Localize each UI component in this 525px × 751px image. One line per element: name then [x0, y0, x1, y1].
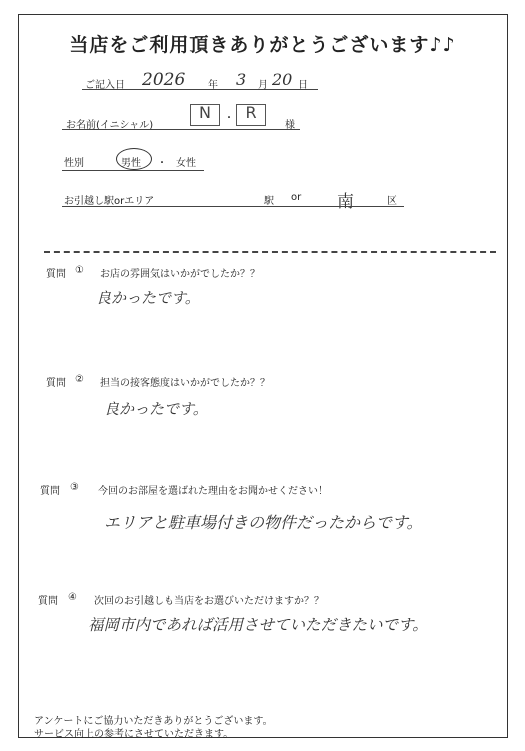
gender-option-female: 女性: [176, 158, 196, 169]
question-3-number: ③: [70, 482, 79, 493]
gender-label: 性別: [64, 158, 84, 169]
date-day-value: 20: [272, 70, 293, 89]
gender-underline: [62, 170, 204, 171]
gender-separator: ・: [157, 158, 167, 169]
question-1-answer: 良かったです。: [96, 289, 200, 307]
station-unit: 駅: [264, 196, 274, 207]
date-underline: [82, 89, 318, 90]
footer-line-1: アンケートにご協力いただきありがとうございます。: [34, 716, 273, 727]
area-underline: [62, 206, 404, 207]
footer-line-2: サービス向上の参考にさせていただきます。: [34, 729, 234, 740]
question-4-answer: 福岡市内であれば活用させていただきたいです。: [88, 616, 428, 634]
question-3-text: 今回のお部屋を選ばれた理由をお聞かせください！: [98, 486, 328, 497]
name-underline: [62, 129, 300, 130]
name-suffix: 様: [285, 120, 295, 131]
ward-unit: 区: [387, 196, 397, 207]
date-year-value: 2026: [142, 70, 186, 90]
or-text: or: [291, 192, 302, 203]
question-2-text: 担当の接客態度はいかがでしたか？？: [100, 378, 270, 389]
question-2-number: ②: [75, 374, 84, 385]
section-divider: [44, 251, 496, 253]
initial-1-value: N: [199, 103, 211, 122]
name-label: お名前(イニシャル): [66, 120, 154, 131]
initial-separator: ・: [224, 113, 234, 124]
date-label: ご記入日: [85, 80, 125, 91]
area-label: お引越し駅orエリア: [64, 196, 155, 207]
question-1-label: 質問: [46, 269, 66, 280]
question-3-answer: エリアと駐車場付きの物件だったからです。: [104, 513, 423, 532]
date-day-unit: 日: [298, 80, 308, 91]
gender-option-male: 男性: [121, 158, 141, 169]
question-1-text: お店の雰囲気はいかがでしたか？？: [100, 269, 260, 280]
question-4-label: 質問: [38, 596, 58, 607]
question-3-label: 質問: [40, 486, 60, 497]
question-2-answer: 良かったです。: [104, 400, 208, 418]
date-month-unit: 月: [258, 80, 268, 91]
page-title: 当店をご利用頂きありがとうございます♪♪: [69, 34, 456, 56]
question-2-label: 質問: [46, 378, 66, 389]
question-4-text: 次回のお引越しも当店をお選びいただけますか？？: [94, 596, 324, 607]
question-4-number: ④: [68, 592, 77, 603]
question-1-number: ①: [75, 265, 84, 276]
initial-2-value: R: [245, 103, 257, 122]
area-value: 南: [337, 192, 354, 212]
date-month-value: 3: [236, 70, 247, 89]
date-year-unit: 年: [208, 80, 218, 91]
